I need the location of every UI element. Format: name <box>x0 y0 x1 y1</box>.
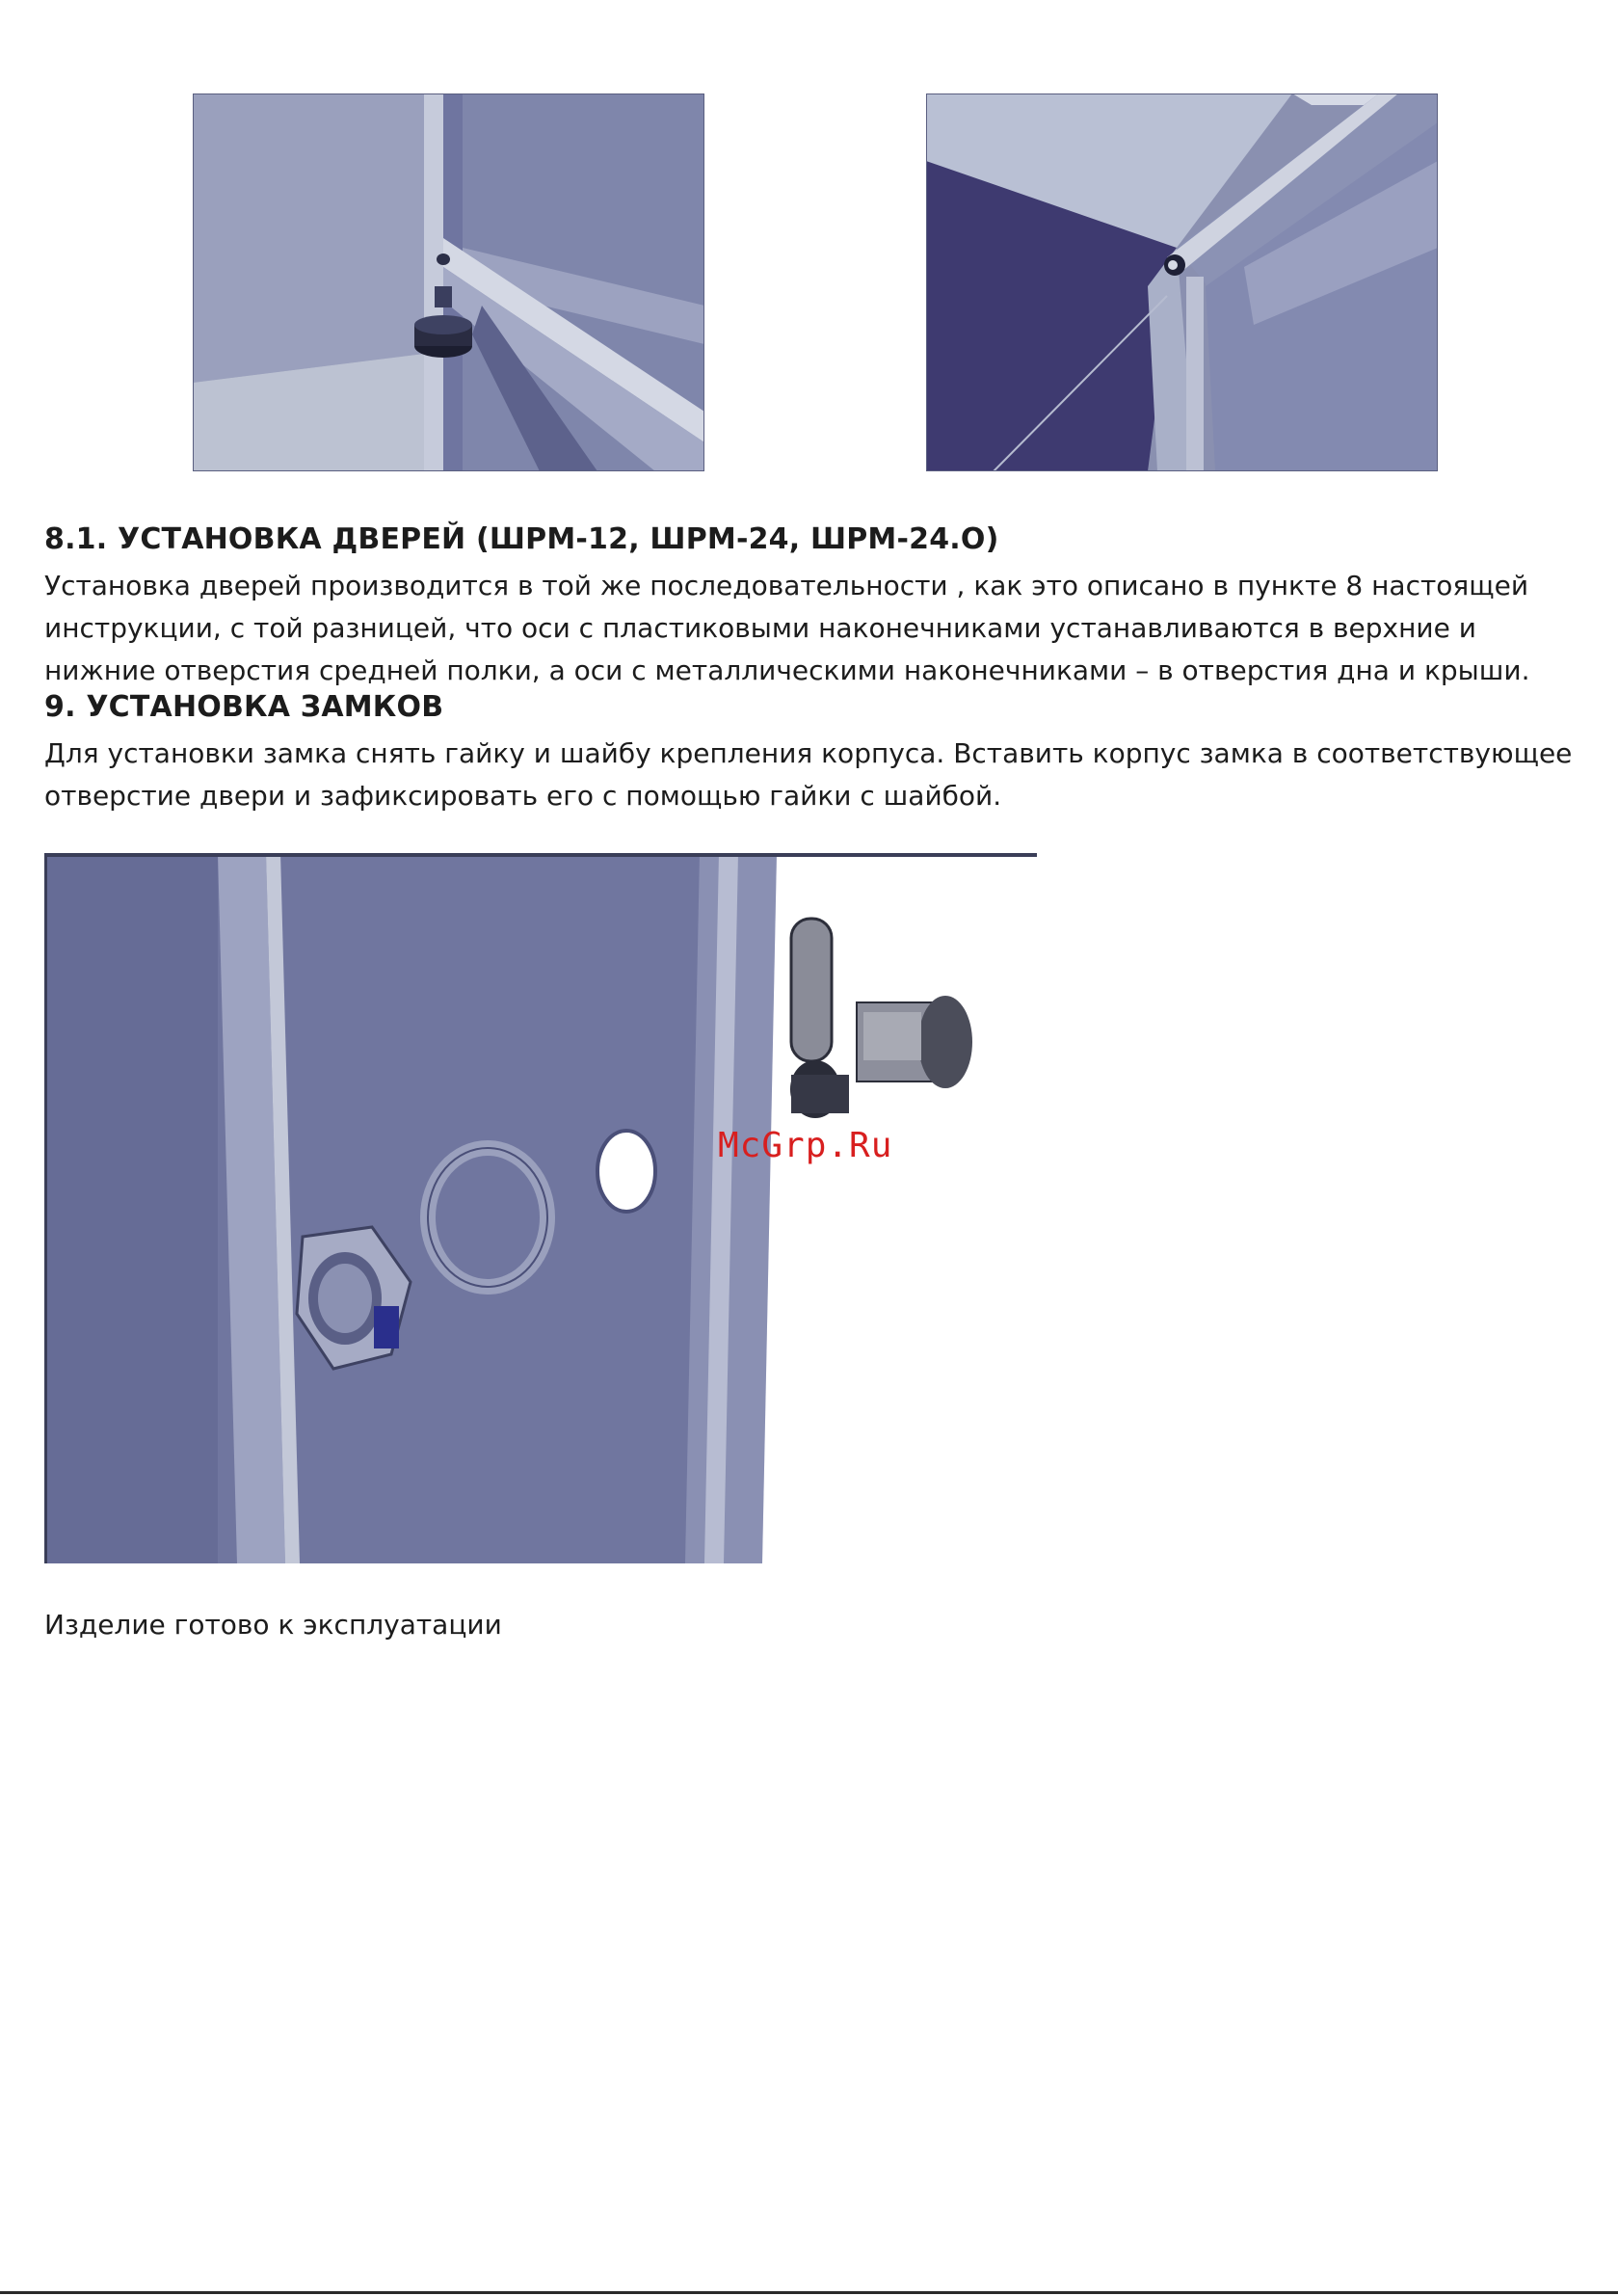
section-9-heading: 9. УСТАНОВКА ЗАМКОВ <box>44 690 444 724</box>
section-8-1-heading: 8.1. УСТАНОВКА ДВЕРЕЙ (ШРМ-12, ШРМ-24, ШРМ-24.О) <box>44 522 999 556</box>
figure-lock-installation <box>44 853 1037 1563</box>
watermark: McGrp.Ru <box>718 1126 893 1165</box>
section-9-paragraph: Для установки замка снять гайку и шайбу крепления корпуса. Вставить корпус замка в соответствующее отверстие двери и зафиксировать его с помощью гайки с шайбой. <box>44 737 1573 812</box>
final-note: Изделие готово к эксплуатации <box>44 1609 502 1641</box>
section-8-1-paragraph: Установка дверей производится в той же последовательности , как это описано в пункте 8 настоящей инструкции, с той разницей, что оси с пластиковыми наконечниками устанавливаются в верхние и нижние отверстия средней полки, а оси с металлическими наконечниками – в отверстия дна и крыши. <box>44 570 1530 686</box>
figure-door-bottom-hinge <box>193 93 704 471</box>
figure-door-top-hinge <box>926 93 1438 471</box>
bottom-divider <box>0 2291 1618 2294</box>
